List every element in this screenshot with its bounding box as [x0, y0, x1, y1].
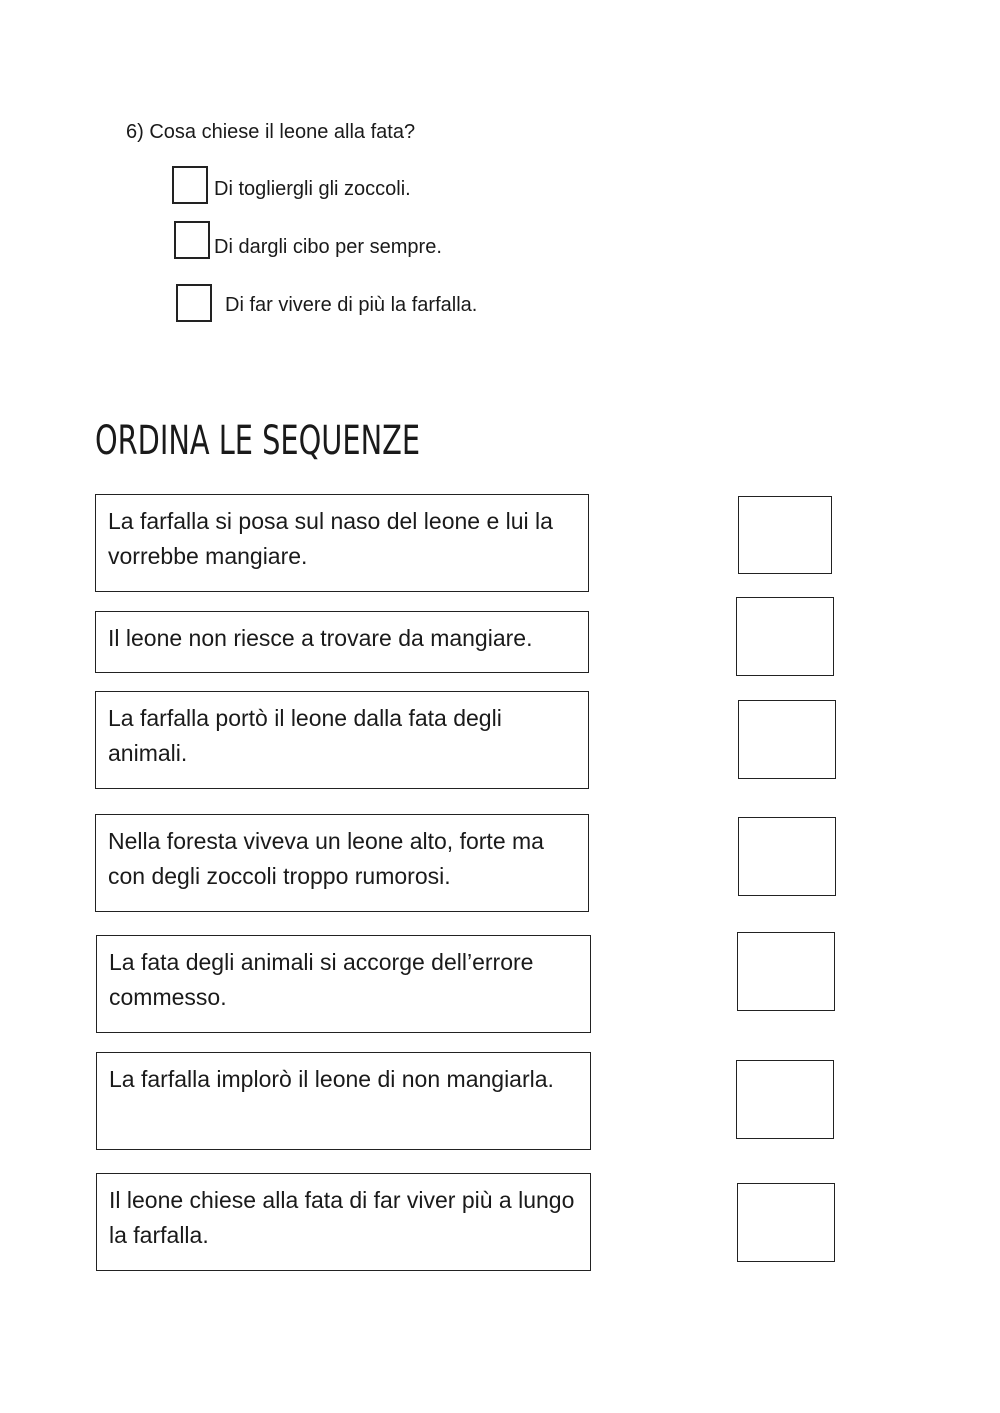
order-number-box-1[interactable] — [738, 496, 832, 574]
option-label-2: Di dargli cibo per sempre. — [214, 236, 442, 258]
sequence-box-1: La farfalla si posa sul naso del leone e lui la vorrebbe mangiare. — [95, 494, 589, 592]
option-label-1: Di togliergli gli zoccoli. — [214, 178, 411, 200]
option-label-3: Di far vivere di più la farfalla. — [225, 294, 478, 316]
option-checkbox-2[interactable] — [174, 221, 210, 259]
sequence-box-3: La farfalla portò il leone dalla fata degli animali. — [95, 691, 589, 789]
sequence-box-5: La fata degli animali si accorge dell’errore commesso. — [96, 935, 591, 1033]
sequence-box-6: La farfalla implorò il leone di non mangiarla. — [96, 1052, 591, 1150]
sequence-box-2: Il leone non riesce a trovare da mangiare. — [95, 611, 589, 673]
sequence-box-7: Il leone chiese alla fata di far viver più a lungo la farfalla. — [96, 1173, 591, 1271]
option-checkbox-1[interactable] — [172, 166, 208, 204]
option-checkbox-3[interactable] — [176, 284, 212, 322]
section-title: ORDINA LE SEQUENZE — [95, 418, 421, 464]
sequence-box-4: Nella foresta viveva un leone alto, forte ma con degli zoccoli troppo rumorosi. — [95, 814, 589, 912]
order-number-box-6[interactable] — [736, 1060, 834, 1139]
order-number-box-7[interactable] — [737, 1183, 835, 1262]
order-number-box-3[interactable] — [738, 700, 836, 779]
order-number-box-5[interactable] — [737, 932, 835, 1011]
order-number-box-2[interactable] — [736, 597, 834, 676]
order-number-box-4[interactable] — [738, 817, 836, 896]
question-text: 6) Cosa chiese il leone alla fata? — [126, 121, 416, 143]
